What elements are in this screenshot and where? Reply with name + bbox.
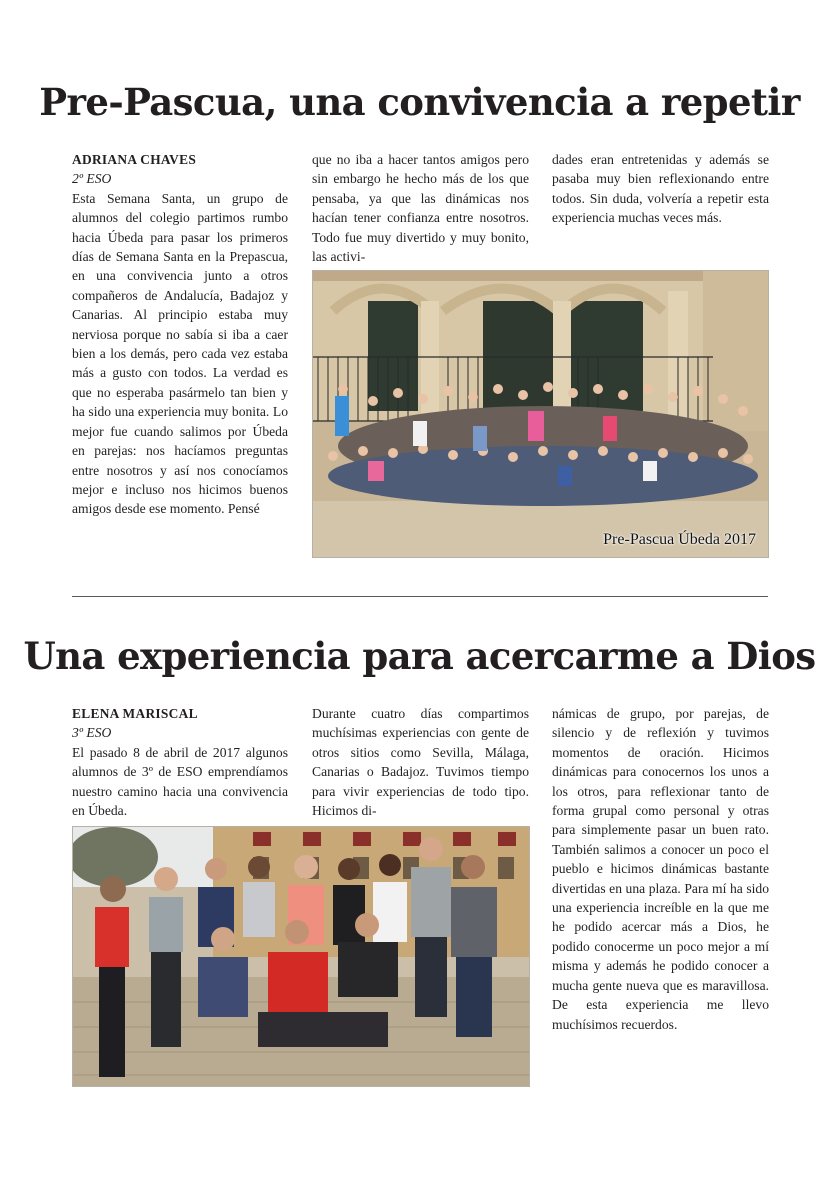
article-2-grade: 3º ESO <box>72 725 112 741</box>
article-2-author: ELENA MARISCAL <box>72 706 198 721</box>
article-1-body-column-2: que no iba a hacer tantos amigos pero sin embargo he hecho más de los que pensaba, ya que las dinámicas nos hacían tener confianza entre nosotros. Todo fue muy divertido y muy bonito, las activi- <box>312 152 529 265</box>
photo-caption: Pre-Pascua Úbeda 2017 <box>603 531 756 548</box>
group-photo-prepascua <box>312 270 769 558</box>
plaza-photo-image <box>73 827 529 1086</box>
article-1-title: Pre-Pascua, una convivencia a repetir <box>39 80 800 124</box>
article-1-body-column-1: Esta Semana Santa, un grupo de alumnos del colegio partimos rumbo hacia Úbeda para pasar los primeros días de Semana Santa en la Prepascua, en una convivencia junto a otros compañeros de Andalucía, Badajoz y Canarias. Al principio estaba muy nerviosa porque no sabía si iba a caer bien a los demás, pero cada vez estaba más a gusto con todos. La verdad es que no esperaba pasármelo tan bien y ha sido una experiencia muy bonita. Lo mejor fue cuando salimos por Úbeda en parejas: nos hacíamos preguntas entre nosotros y así nos conocíamos mejor e incluso nos hicimos buenos amigos desde ese momento. Pensé <box>72 190 288 517</box>
article-divider <box>72 596 768 597</box>
article-2-column-2 <box>312 704 529 820</box>
group-photo-image <box>313 271 768 557</box>
article-2-body-column-3: námicas de grupo, por parejas, de silencio y de reflexión y tuvimos momentos de oración. Hicimos dinámicas para conocernos los unos a los otros, para reflexionar tanto de forma grupal como personal y otras para simplemente pasar un buen rato. También salimos a conocer un poco el pueblo e hicimos dinámicas bastante divertidas en una plaza. Para mí ha sido una experiencia increíble en la que me he podido acercar más a Dios, he podido conocerme un poco mejor a mí misma y además he podido conocer a mucha gente nueva que es maravillosa. De esta experiencia me llevo muchísimos recuerdos. <box>552 706 769 1032</box>
article-2-body-column-2: Durante cuatro días compartimos muchísimas experiencias con gente de otros sitios como Sevilla, Málaga, Canarias o Badajoz. Tuvimos tiempo para vivir experiencias de todo tipo. Hicimos di- <box>312 706 529 819</box>
group-photo-plaza <box>72 826 530 1087</box>
article-1-author: ADRIANA CHAVES <box>72 152 197 167</box>
article-1-grade: 2º ESO <box>72 171 112 187</box>
article-1-column-1 <box>72 150 288 519</box>
article-2-column-1 <box>72 704 288 820</box>
article-1-column-3 <box>552 150 769 228</box>
article-2-column-3 <box>552 704 769 1034</box>
article-1-column-2 <box>312 150 529 266</box>
article-1-body-column-3: dades eran entretenidas y además se pasaba muy bien reflexionando entre todos. Sin duda, volvería a repetir esta experiencia muchas veces más. <box>552 152 769 226</box>
article-2-body-column-1: El pasado 8 de abril de 2017 algunos alumnos de 3º de ESO emprendíamos nuestro camino hacia una convivencia en Úbeda. <box>72 744 288 819</box>
article-2-title: Una experiencia para acercarme a Dios <box>23 634 816 678</box>
